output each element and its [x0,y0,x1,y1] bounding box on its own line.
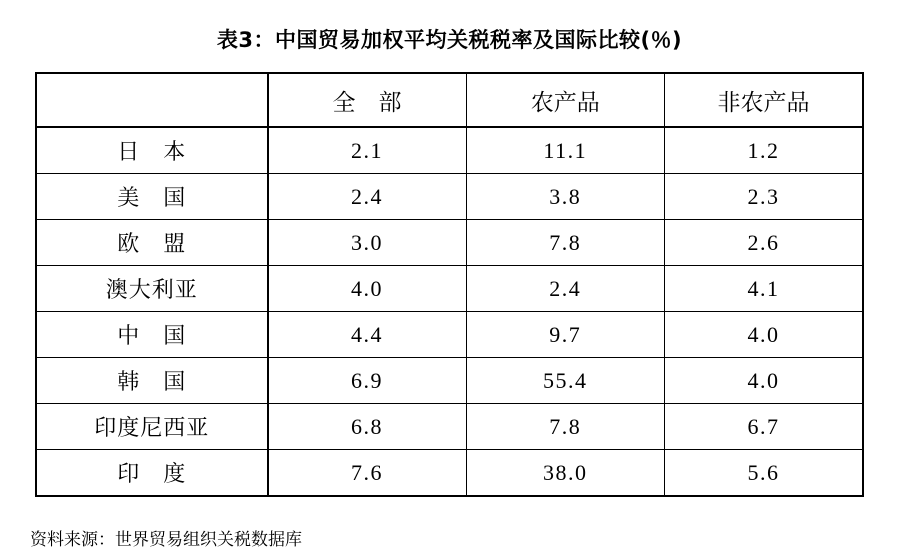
cell-nonagriculture: 5.6 [664,450,863,497]
table-header [36,73,863,127]
cell-total: 6.9 [268,358,466,404]
cell-total: 2.1 [268,127,466,174]
source-note: 资料来源：世界贸易组织关税数据库 [30,530,302,550]
table-row [36,358,863,404]
cell-agriculture: 7.8 [466,404,664,450]
cell-total: 2.4 [268,174,466,220]
header-cell-corner [36,73,268,127]
tariff-table [35,72,864,497]
row-label: 美 国 [36,174,268,220]
row-label: 韩 国 [36,358,268,404]
cell-agriculture: 55.4 [466,358,664,404]
table-row [36,127,863,174]
header-cell-agriculture: 农产品 [466,73,664,127]
table-body [36,127,863,496]
cell-total: 6.8 [268,404,466,450]
table-row [36,404,863,450]
cell-agriculture: 38.0 [466,450,664,497]
table-row [36,450,863,497]
table-row [36,266,863,312]
cell-nonagriculture: 4.0 [664,358,863,404]
table-row [36,312,863,358]
cell-agriculture: 11.1 [466,127,664,174]
header-cell-total: 全 部 [268,73,466,127]
cell-agriculture: 7.8 [466,220,664,266]
cell-nonagriculture: 4.0 [664,312,863,358]
cell-total: 4.4 [268,312,466,358]
table-row [36,174,863,220]
cell-nonagriculture: 1.2 [664,127,863,174]
row-label: 欧 盟 [36,220,268,266]
cell-nonagriculture: 2.3 [664,174,863,220]
row-label: 印 度 [36,450,268,497]
cell-nonagriculture: 6.7 [664,404,863,450]
cell-nonagriculture: 2.6 [664,220,863,266]
row-label: 印度尼西亚 [36,404,268,450]
table-container [35,72,864,497]
table-row [36,220,863,266]
cell-agriculture: 9.7 [466,312,664,358]
cell-agriculture: 2.4 [466,266,664,312]
header-cell-nonagriculture: 非农产品 [664,73,863,127]
cell-total: 3.0 [268,220,466,266]
header-row [36,73,863,127]
cell-total: 4.0 [268,266,466,312]
row-label: 澳大利亚 [36,266,268,312]
cell-nonagriculture: 4.1 [664,266,863,312]
cell-agriculture: 3.8 [466,174,664,220]
table-title: 表3：中国贸易加权平均关税税率及国际比较(％) [216,28,683,52]
row-label: 日 本 [36,127,268,174]
cell-total: 7.6 [268,450,466,497]
row-label: 中 国 [36,312,268,358]
